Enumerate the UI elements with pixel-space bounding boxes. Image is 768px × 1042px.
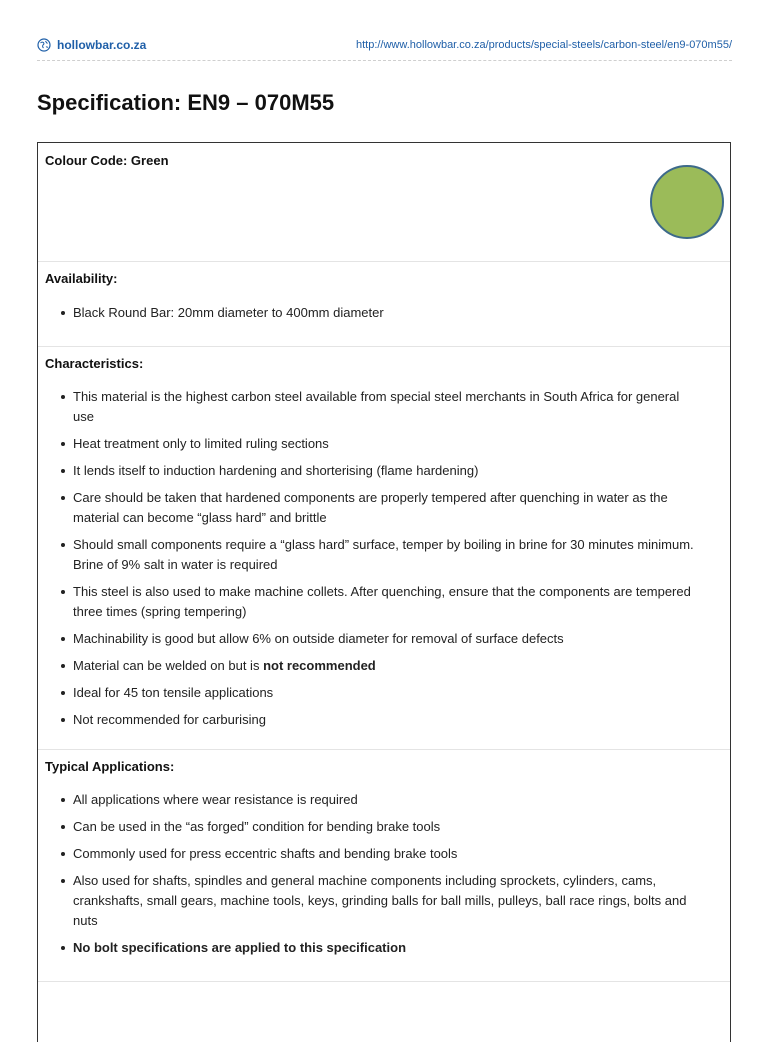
site-link[interactable]: [37, 38, 146, 52]
list-item: Black Round Bar: 20mm diameter to 400mm diameter: [38, 303, 730, 323]
list-item: [38, 656, 730, 676]
header-divider: [37, 60, 732, 61]
welding-text: Material can be welded on but is: [73, 658, 264, 673]
list-item: Can be used in the “as forged” condition for bending brake tools: [38, 817, 730, 837]
list-item: It lends itself to induction hardening and shorterising (flame hardening): [38, 461, 730, 481]
characteristics-section: [38, 346, 730, 750]
applications-section: [38, 749, 730, 982]
page-title: Specification: EN9 – 070M55: [37, 90, 335, 115]
page-header: [37, 38, 732, 54]
list-item: Machinability is good but allow 6% on outside diameter for removal of surface defects: [38, 629, 730, 649]
list-item: All applications where wear resistance is required: [38, 790, 730, 810]
page-url-link[interactable]: http://www.hollowbar.co.za/products/special-steels/carbon-steel/en9-070m55/: [355, 39, 732, 51]
availability-section: [38, 261, 730, 347]
list-item: Ideal for 45 ton tensile applications: [38, 683, 730, 703]
globe-icon: [37, 38, 51, 52]
list-item: Commonly used for press eccentric shafts and bending brake tools: [38, 844, 730, 864]
site-name: hollowbar.co.za: [57, 38, 147, 52]
characteristics-heading: Characteristics:: [45, 356, 144, 371]
welding-emphasis: not recommended: [263, 658, 376, 673]
list-item: No bolt specifications are applied to this specification: [38, 938, 730, 958]
colour-code-label: Colour Code: Green: [45, 153, 169, 168]
list-item: Heat treatment only to limited ruling sections: [38, 434, 730, 454]
list-item: This steel is also used to make machine collets. After quenching, ensure that the components are tempered three times (spring tempering): [38, 582, 730, 622]
characteristics-list: [38, 387, 730, 737]
green-colour-swatch: [650, 165, 724, 239]
list-item: Should small components require a “glass hard” surface, temper by boiling in brine for 30 minutes minimum. Brine of 9% salt in water is required: [38, 535, 730, 575]
applications-list: [38, 790, 730, 965]
specification-table: [37, 142, 731, 1042]
list-item: Also used for shafts, spindles and general machine components including sprockets, cylinders, cams, crankshafts, small gears, machine tools, keys, grinding balls for ball mills, pulleys, ball race rings, bolts and nuts: [38, 871, 730, 931]
list-item: Not recommended for carburising: [38, 710, 730, 730]
availability-list: [38, 303, 730, 330]
list-item: This material is the highest carbon steel available from special steel merchants in South Africa for general use: [38, 387, 730, 427]
availability-heading: Availability:: [45, 271, 118, 286]
colour-code-section: [38, 143, 730, 262]
list-item: Care should be taken that hardened components are properly tempered after quenching in water as the material can become “glass hard” and brittle: [38, 488, 730, 528]
applications-heading: Typical Applications:: [45, 759, 175, 774]
